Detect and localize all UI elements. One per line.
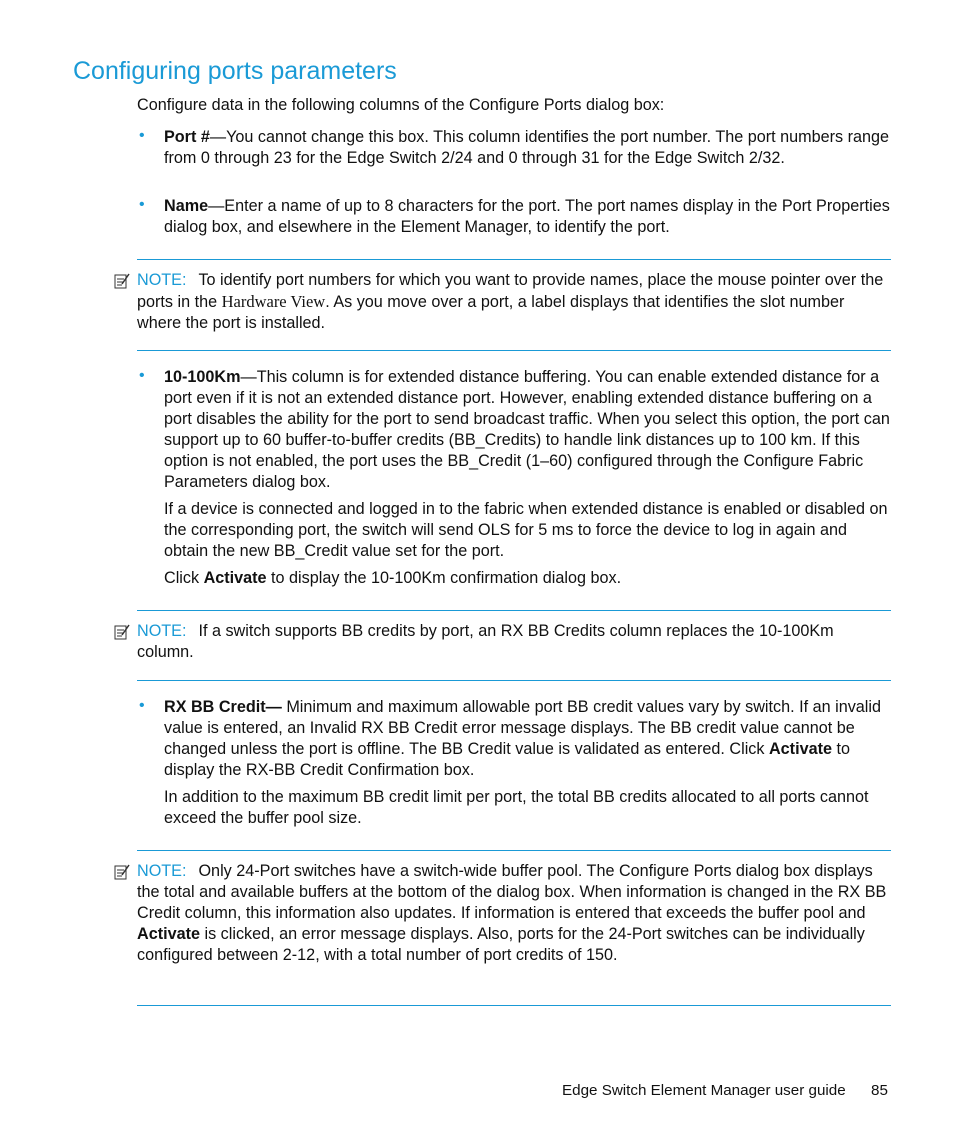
click-text: Click (164, 569, 204, 587)
note-pad-icon (113, 272, 131, 290)
10-100km-description: —This column is for extended distance buffering. You can enable extended distance for a port even if it is not an extended distance port. However, enabling extended distance buffering on a port disables the ability for the port to send broadcast traffic. When you select this option, the port can support up to 60 buffer-to-buffer credits (BB_Credits) to handle link distances up to 100 km. If this option is not enabled, the port uses the BB_Credit (1–60) configured through the Configure Fabric Parameters dialog box. (164, 368, 890, 491)
rx-bb-credit-description: Minimum and maximum allowable port BB credit values vary by switch. If an invalid value is entered, an Invalid RX BB Credit error message displays. The BB credit value cannot be changed unless the port is offline. The BB Credit value is validated as entered. Click (164, 698, 881, 758)
activate-term: Activate (203, 569, 267, 587)
note-3 (137, 861, 891, 966)
term-10-100km: 10-100Km (164, 368, 241, 386)
note-1-text: To identify port numbers for which you want to provide names, place the mouse pointer over the ports in the (137, 271, 884, 311)
note-divider-top (137, 259, 891, 260)
bullet-name (164, 196, 890, 238)
note-divider-bottom (137, 350, 891, 351)
port-number-description: —You cannot change this box. This column identifies the port number. The port numbers range from 0 through 23 for the Edge Switch 2/24 and 0 through 31 for the Edge Switch 2/32. (164, 128, 889, 167)
note-2 (137, 621, 891, 663)
footer-guide-title: Edge Switch Element Manager user guide (562, 1082, 846, 1099)
term-name: Name (164, 197, 209, 215)
page-title: Configuring ports parameters (73, 57, 397, 85)
10-100km-activate-paragraph (164, 568, 890, 589)
intro-text: Configure data in the following columns of the Configure Ports dialog box: (137, 96, 665, 114)
note-divider-top (137, 850, 891, 851)
note-1-text-end: . As you move over a port, a label displays that identifies the slot number where the port is installed. (137, 293, 845, 332)
hardware-view-term: Hardware View (221, 292, 326, 311)
note-3-text-end: is clicked, an error message displays. Also, ports for the 24-Port switches can be individually configured between 2-12, with a total number of port credits of 150. (137, 925, 865, 964)
bullet-marker: • (139, 196, 145, 213)
name-description: —Enter a name of up to 8 characters for the port. The port names display in the Port Properties dialog box, and elsewhere in the Element Manager, to identify the port. (164, 197, 890, 236)
page-number: 85 (871, 1082, 888, 1099)
term-rx-bb-credit: RX BB Credit— (164, 698, 282, 716)
bullet-10-100km (164, 367, 890, 493)
note-divider-bottom (137, 680, 891, 681)
note-label: NOTE: (137, 622, 187, 640)
bullet-rx-bb-credit (164, 697, 890, 781)
click-text-end: to display the 10-100Km confirmation dialog box. (266, 569, 622, 587)
rx-bb-credit-description-end: to display the RX-BB Credit Confirmation box. (164, 740, 850, 779)
bullet-marker: • (139, 367, 145, 384)
bullet-port-number (164, 127, 890, 169)
bullet-marker: • (139, 127, 145, 144)
note-3-text: Only 24-Port switches have a switch-wide buffer pool. The Configure Ports dialog box displays the total and available buffers at the bottom of the dialog box. When information is changed in the RX BB Credit column, this information also updates. If information is entered that exceeds the buffer pool and (137, 862, 887, 922)
note-divider-bottom (137, 1005, 891, 1006)
note-pad-icon (113, 623, 131, 641)
activate-term: Activate (768, 740, 832, 758)
10-100km-paragraph-2: If a device is connected and logged in to the fabric when extended distance is enabled or disabled on the corresponding port, the switch will send OLS for 5 ms to force the device to log in again and obtain the new BB_Credit value set for the port. (164, 500, 888, 560)
bullet-marker: • (139, 697, 145, 714)
note-pad-icon (113, 863, 131, 881)
rx-bb-credit-paragraph-2: In addition to the maximum BB credit limit per port, the total BB credits allocated to all ports cannot exceed the buffer pool size. (164, 788, 869, 827)
activate-term: Activate (137, 925, 200, 943)
note-2-text: If a switch supports BB credits by port, an RX BB Credits column replaces the 10-100Km column. (137, 622, 834, 661)
term-port-number: Port # (164, 128, 210, 146)
note-1 (137, 270, 891, 334)
note-divider-top (137, 610, 891, 611)
note-label: NOTE: (137, 271, 187, 289)
note-label: NOTE: (137, 862, 187, 880)
